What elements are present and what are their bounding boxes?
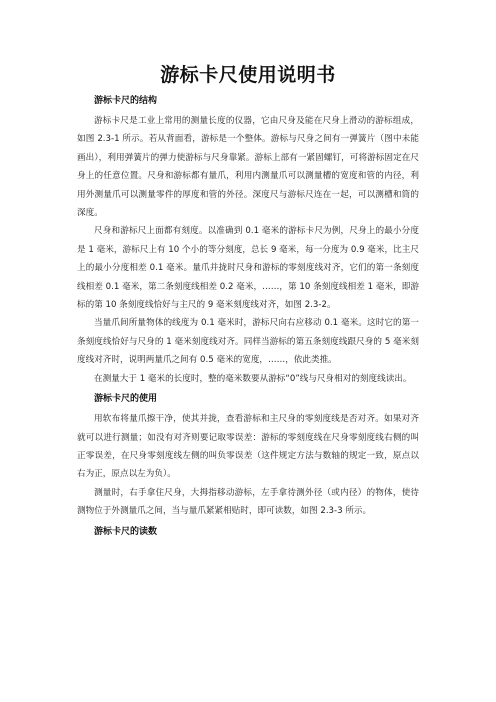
- document-title: 游标卡尺使用说明书: [160, 64, 336, 86]
- paragraph: 测量时，右手拿住尺身，大拇指移动游标，左手拿待测外径（或内径）的物体，使待测物位于外测量爪之间，当与量爪紧紧相贴时，即可读数，如图 2.3-3 所示。: [77, 487, 419, 517]
- section-heading-reading: 游标卡尺的读数: [94, 526, 158, 537]
- paragraph: 用软布将量爪擦干净，使其并拢，查看游标和主尺身的零刻度线是否对齐。如果对齐就可以进行测量；如没有对齐则要记取零误差：游标的零刻度线在尺身零刻度线右侧的叫正零误差，在尺身零刻度线左侧的叫负零误差（这件规定方法与数轴的规定一致，原点以右为正，原点以左为负）。: [77, 414, 419, 480]
- section-heading-structure: 游标卡尺的结构: [94, 96, 158, 106]
- document-body: [77, 94, 419, 539]
- paragraph: 游标卡尺是工业上常用的测量长度的仪器，它由尺身及能在尺身上滑动的游标组成，如图 2.3-1 所示。若从背面看，游标是一个整体。游标与尺身之间有一弹簧片（图中未能画出），利用弹簧片的弹力使游标与尺身靠紧。游标上部有一紧固螺钉，可将游标固定在尺身上的任意位置。尺身和游标都有量爪，利用内测量爪可以测量槽的宽度和管的内径，利用外测量爪可以测量零件的厚度和管的外径。深度尺与游标尺连在一起，可以测槽和筒的深度。: [77, 116, 419, 219]
- paragraph: 在测量大于 1 毫米的长度时，整的毫米数要从游标“0”线与尺身相对的刻度线读出。: [94, 373, 412, 384]
- paragraph: 当量爪间所量物体的线度为 0.1 毫米时，游标尺向右应移动 0.1 毫米。这时它的第一条刻度线恰好与尺身的 1 毫米刻度线对齐。同样当游标的第五条刻度线跟尺身的 5 毫米刻度线对齐时，说明两量爪之间有 0.5 毫米的宽度，……，依此类推。: [77, 318, 419, 366]
- paragraph: 尺身和游标尺上面都有刻度。以准确到 0.1 毫米的游标卡尺为例，尺身上的最小分度是 1 毫米，游标尺上有 10 个小的等分刻度，总长 9 毫米，每一分度为 0.9 毫米，比主尺上的最小分度相差 0.1 毫米。量爪并拢时尺身和游标的零刻度线对齐，它们的第一条刻度线相差 0.1 毫米，第二条刻度线相差 0.2 毫米，……，第 10 条刻度线相差 1 毫米，即游标的第 10 条刻度线恰好与主尺的 9 毫米刻度线对齐，如图 2.3-2。: [77, 226, 419, 311]
- section-heading-usage: 游标卡尺的使用: [94, 394, 158, 405]
